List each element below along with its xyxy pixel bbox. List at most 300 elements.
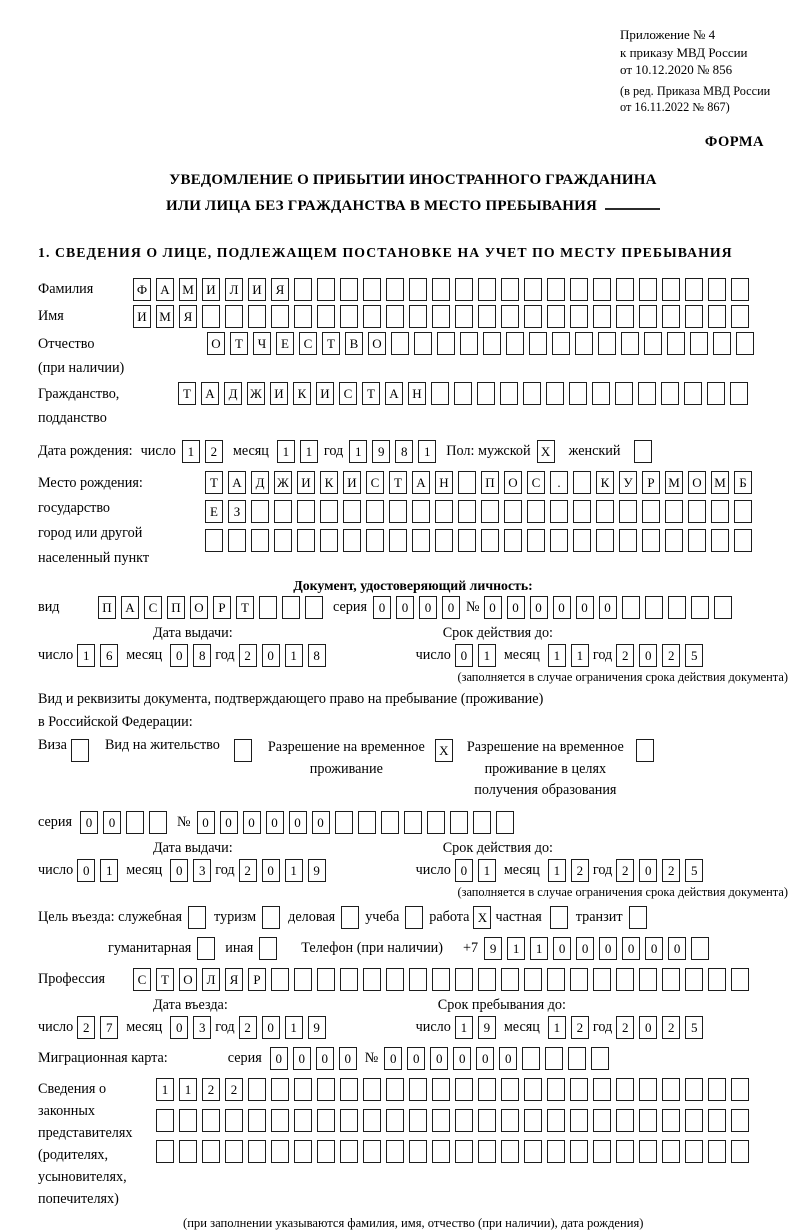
char-box[interactable]: Д [251, 471, 269, 494]
purpose-private-checkbox[interactable] [550, 906, 568, 929]
char-box[interactable]: С [133, 968, 151, 991]
char-box[interactable] [524, 968, 542, 991]
char-box[interactable] [619, 500, 637, 523]
char-box[interactable] [524, 1078, 542, 1101]
char-box[interactable] [455, 1109, 473, 1132]
char-box[interactable] [570, 278, 588, 301]
char-box[interactable] [708, 278, 726, 301]
char-box[interactable] [616, 1109, 634, 1132]
char-box[interactable] [297, 529, 315, 552]
char-box[interactable] [294, 968, 312, 991]
char-box[interactable] [412, 500, 430, 523]
char-box[interactable]: З [228, 500, 246, 523]
char-box[interactable]: 3 [193, 1016, 211, 1039]
char-box[interactable]: Л [202, 968, 220, 991]
char-box[interactable] [343, 500, 361, 523]
char-box[interactable] [225, 305, 243, 328]
char-box[interactable]: 0 [339, 1047, 357, 1070]
char-box[interactable] [593, 1078, 611, 1101]
char-box[interactable]: А [121, 596, 139, 619]
char-box[interactable]: 5 [685, 859, 703, 882]
char-box[interactable]: 0 [599, 596, 617, 619]
char-box[interactable]: Т [230, 332, 248, 355]
char-box[interactable] [684, 382, 702, 405]
char-box[interactable]: 1 [507, 937, 525, 960]
char-box[interactable]: В [345, 332, 363, 355]
char-box[interactable]: Т [322, 332, 340, 355]
char-box[interactable]: У [619, 471, 637, 494]
char-box[interactable]: К [293, 382, 311, 405]
char-box[interactable]: 2 [571, 1016, 589, 1039]
char-box[interactable] [734, 529, 752, 552]
char-box[interactable] [386, 305, 404, 328]
char-box[interactable] [317, 1078, 335, 1101]
char-box[interactable] [570, 1109, 588, 1132]
char-box[interactable] [547, 968, 565, 991]
char-box[interactable] [714, 596, 732, 619]
char-box[interactable] [708, 1109, 726, 1132]
char-box[interactable] [179, 1140, 197, 1163]
char-box[interactable] [501, 1140, 519, 1163]
char-box[interactable]: . [550, 471, 568, 494]
char-box[interactable] [156, 1109, 174, 1132]
char-box[interactable] [455, 278, 473, 301]
char-box[interactable] [455, 968, 473, 991]
char-box[interactable] [529, 332, 547, 355]
char-box[interactable]: 1 [77, 644, 95, 667]
char-box[interactable] [386, 968, 404, 991]
char-box[interactable]: 2 [662, 1016, 680, 1039]
char-box[interactable] [432, 968, 450, 991]
char-box[interactable] [202, 1109, 220, 1132]
char-box[interactable] [546, 382, 564, 405]
char-box[interactable] [271, 968, 289, 991]
char-box[interactable]: С [527, 471, 545, 494]
char-box[interactable]: 1 [277, 440, 295, 463]
char-box[interactable] [550, 529, 568, 552]
char-box[interactable]: 0 [476, 1047, 494, 1070]
char-box[interactable]: 0 [576, 596, 594, 619]
char-box[interactable]: 0 [419, 596, 437, 619]
gender-male-checkbox[interactable]: X [537, 440, 555, 463]
char-box[interactable] [639, 305, 657, 328]
char-box[interactable]: О [190, 596, 208, 619]
char-box[interactable] [294, 1140, 312, 1163]
char-box[interactable] [547, 1109, 565, 1132]
char-box[interactable] [389, 529, 407, 552]
char-box[interactable]: И [270, 382, 288, 405]
char-box[interactable] [435, 500, 453, 523]
char-box[interactable] [501, 968, 519, 991]
char-box[interactable] [386, 1140, 404, 1163]
char-box[interactable] [202, 1140, 220, 1163]
char-box[interactable] [202, 305, 220, 328]
char-box[interactable] [731, 1078, 749, 1101]
char-box[interactable]: 0 [639, 644, 657, 667]
char-box[interactable] [593, 1140, 611, 1163]
char-box[interactable] [708, 1140, 726, 1163]
char-box[interactable]: 0 [170, 859, 188, 882]
char-box[interactable] [501, 305, 519, 328]
char-box[interactable] [409, 1109, 427, 1132]
char-box[interactable]: 1 [418, 440, 436, 463]
char-box[interactable] [708, 968, 726, 991]
char-box[interactable]: О [179, 968, 197, 991]
char-box[interactable] [665, 529, 683, 552]
char-box[interactable] [473, 811, 491, 834]
char-box[interactable]: 9 [308, 1016, 326, 1039]
char-box[interactable]: 0 [373, 596, 391, 619]
char-box[interactable]: К [320, 471, 338, 494]
purpose-work-checkbox[interactable]: X [473, 906, 491, 929]
char-box[interactable]: Р [213, 596, 231, 619]
char-box[interactable]: 0 [220, 811, 238, 834]
char-box[interactable] [616, 305, 634, 328]
char-box[interactable] [427, 811, 445, 834]
char-box[interactable] [248, 1078, 266, 1101]
char-box[interactable] [271, 1140, 289, 1163]
char-box[interactable]: П [167, 596, 185, 619]
char-box[interactable] [363, 278, 381, 301]
char-box[interactable]: Р [642, 471, 660, 494]
char-box[interactable] [506, 332, 524, 355]
char-box[interactable] [547, 1078, 565, 1101]
char-box[interactable] [711, 529, 729, 552]
char-box[interactable] [455, 305, 473, 328]
char-box[interactable] [500, 382, 518, 405]
char-box[interactable]: 8 [395, 440, 413, 463]
char-box[interactable] [483, 332, 501, 355]
char-box[interactable]: 0 [639, 1016, 657, 1039]
char-box[interactable]: 9 [484, 937, 502, 960]
char-box[interactable]: О [368, 332, 386, 355]
char-box[interactable] [274, 500, 292, 523]
char-box[interactable] [478, 1140, 496, 1163]
char-box[interactable] [340, 1140, 358, 1163]
char-box[interactable]: 0 [530, 596, 548, 619]
char-box[interactable]: 0 [455, 644, 473, 667]
char-box[interactable] [569, 382, 587, 405]
char-box[interactable]: Н [435, 471, 453, 494]
char-box[interactable]: 1 [285, 644, 303, 667]
char-box[interactable]: 0 [553, 937, 571, 960]
char-box[interactable]: 0 [576, 937, 594, 960]
char-box[interactable] [691, 596, 709, 619]
char-box[interactable] [455, 1140, 473, 1163]
char-box[interactable]: Н [408, 382, 426, 405]
char-box[interactable] [685, 1078, 703, 1101]
char-box[interactable] [317, 1109, 335, 1132]
char-box[interactable] [481, 529, 499, 552]
char-box[interactable] [248, 305, 266, 328]
char-box[interactable]: М [665, 471, 683, 494]
char-box[interactable] [685, 1140, 703, 1163]
char-box[interactable] [639, 968, 657, 991]
char-box[interactable] [340, 968, 358, 991]
char-box[interactable]: 0 [507, 596, 525, 619]
char-box[interactable]: Я [225, 968, 243, 991]
char-box[interactable]: И [248, 278, 266, 301]
char-box[interactable] [690, 332, 708, 355]
char-box[interactable] [126, 811, 144, 834]
char-box[interactable] [409, 1140, 427, 1163]
char-box[interactable] [478, 1109, 496, 1132]
char-box[interactable] [504, 529, 522, 552]
char-box[interactable] [409, 278, 427, 301]
char-box[interactable] [251, 500, 269, 523]
char-box[interactable] [639, 1109, 657, 1132]
char-box[interactable] [570, 305, 588, 328]
char-box[interactable] [271, 305, 289, 328]
char-box[interactable]: К [596, 471, 614, 494]
char-box[interactable] [335, 811, 353, 834]
char-box[interactable]: Д [224, 382, 242, 405]
char-box[interactable]: 1 [156, 1078, 174, 1101]
char-box[interactable] [386, 278, 404, 301]
char-box[interactable] [363, 1140, 381, 1163]
char-box[interactable]: 8 [308, 644, 326, 667]
char-box[interactable]: Т [156, 968, 174, 991]
char-box[interactable] [458, 529, 476, 552]
char-box[interactable] [478, 1078, 496, 1101]
char-box[interactable] [638, 382, 656, 405]
char-box[interactable]: 0 [396, 596, 414, 619]
char-box[interactable] [598, 332, 616, 355]
char-box[interactable] [547, 1140, 565, 1163]
char-box[interactable]: 0 [599, 937, 617, 960]
char-box[interactable] [149, 811, 167, 834]
char-box[interactable] [524, 278, 542, 301]
char-box[interactable]: М [179, 278, 197, 301]
char-box[interactable]: Ч [253, 332, 271, 355]
char-box[interactable]: 1 [548, 644, 566, 667]
char-box[interactable] [736, 332, 754, 355]
char-box[interactable]: 5 [685, 644, 703, 667]
char-box[interactable] [707, 382, 725, 405]
purpose-business-checkbox[interactable] [341, 906, 359, 929]
char-box[interactable] [547, 305, 565, 328]
char-box[interactable]: Ж [247, 382, 265, 405]
char-box[interactable]: 1 [548, 859, 566, 882]
char-box[interactable] [458, 500, 476, 523]
char-box[interactable] [504, 500, 522, 523]
char-box[interactable]: А [156, 278, 174, 301]
char-box[interactable]: М [711, 471, 729, 494]
purpose-transit-checkbox[interactable] [629, 906, 647, 929]
char-box[interactable] [570, 968, 588, 991]
char-box[interactable] [340, 278, 358, 301]
char-box[interactable] [294, 305, 312, 328]
char-box[interactable] [639, 1078, 657, 1101]
char-box[interactable] [642, 529, 660, 552]
char-box[interactable] [619, 529, 637, 552]
char-box[interactable] [596, 500, 614, 523]
char-box[interactable]: 0 [197, 811, 215, 834]
char-box[interactable]: 1 [571, 644, 589, 667]
char-box[interactable]: 0 [262, 644, 280, 667]
char-box[interactable] [616, 1078, 634, 1101]
char-box[interactable]: И [297, 471, 315, 494]
char-box[interactable]: 0 [103, 811, 121, 834]
char-box[interactable]: С [339, 382, 357, 405]
char-box[interactable]: 0 [262, 1016, 280, 1039]
char-box[interactable]: Л [225, 278, 243, 301]
char-box[interactable] [460, 332, 478, 355]
char-box[interactable]: 0 [262, 859, 280, 882]
char-box[interactable] [616, 968, 634, 991]
char-box[interactable] [575, 332, 593, 355]
char-box[interactable]: 1 [179, 1078, 197, 1101]
char-box[interactable]: 0 [484, 596, 502, 619]
char-box[interactable]: 0 [289, 811, 307, 834]
char-box[interactable]: 1 [300, 440, 318, 463]
char-box[interactable]: Е [276, 332, 294, 355]
char-box[interactable]: 0 [266, 811, 284, 834]
char-box[interactable]: Т [205, 471, 223, 494]
char-box[interactable]: 0 [639, 859, 657, 882]
char-box[interactable]: 9 [478, 1016, 496, 1039]
char-box[interactable]: 8 [193, 644, 211, 667]
char-box[interactable] [645, 596, 663, 619]
char-box[interactable] [271, 1109, 289, 1132]
char-box[interactable] [282, 596, 300, 619]
char-box[interactable] [294, 1078, 312, 1101]
char-box[interactable]: 0 [553, 596, 571, 619]
char-box[interactable] [251, 529, 269, 552]
char-box[interactable]: 0 [430, 1047, 448, 1070]
char-box[interactable] [228, 529, 246, 552]
char-box[interactable] [550, 500, 568, 523]
char-box[interactable] [414, 332, 432, 355]
char-box[interactable] [343, 529, 361, 552]
purpose-other-checkbox[interactable] [259, 937, 277, 960]
char-box[interactable]: Р [248, 968, 266, 991]
char-box[interactable] [616, 1140, 634, 1163]
char-box[interactable] [547, 278, 565, 301]
char-box[interactable] [156, 1140, 174, 1163]
char-box[interactable] [412, 529, 430, 552]
char-box[interactable] [271, 1078, 289, 1101]
char-box[interactable] [527, 529, 545, 552]
char-box[interactable]: 1 [182, 440, 200, 463]
char-box[interactable] [363, 305, 381, 328]
char-box[interactable] [668, 596, 686, 619]
char-box[interactable] [688, 529, 706, 552]
char-box[interactable] [685, 278, 703, 301]
char-box[interactable] [358, 811, 376, 834]
visa-checkbox[interactable] [71, 739, 89, 762]
purpose-tourism-checkbox[interactable] [262, 906, 280, 929]
char-box[interactable]: О [688, 471, 706, 494]
residence-permit-checkbox[interactable] [234, 739, 252, 762]
char-box[interactable]: 0 [316, 1047, 334, 1070]
char-box[interactable]: 2 [77, 1016, 95, 1039]
char-box[interactable]: 2 [571, 859, 589, 882]
char-box[interactable] [389, 500, 407, 523]
char-box[interactable] [570, 1078, 588, 1101]
char-box[interactable]: 2 [616, 859, 634, 882]
char-box[interactable] [615, 382, 633, 405]
char-box[interactable] [691, 937, 709, 960]
char-box[interactable]: 0 [384, 1047, 402, 1070]
char-box[interactable]: Я [179, 305, 197, 328]
char-box[interactable] [731, 278, 749, 301]
char-box[interactable] [363, 1109, 381, 1132]
char-box[interactable] [366, 500, 384, 523]
char-box[interactable]: 1 [478, 859, 496, 882]
char-box[interactable]: 2 [239, 859, 257, 882]
char-box[interactable] [317, 278, 335, 301]
char-box[interactable] [713, 332, 731, 355]
char-box[interactable]: С [299, 332, 317, 355]
char-box[interactable] [454, 382, 472, 405]
char-box[interactable] [450, 811, 468, 834]
char-box[interactable]: 0 [499, 1047, 517, 1070]
char-box[interactable] [662, 1140, 680, 1163]
char-box[interactable] [366, 529, 384, 552]
char-box[interactable]: 7 [100, 1016, 118, 1039]
char-box[interactable] [667, 332, 685, 355]
char-box[interactable] [432, 305, 450, 328]
char-box[interactable]: 2 [239, 644, 257, 667]
char-box[interactable]: 9 [308, 859, 326, 882]
char-box[interactable] [642, 500, 660, 523]
char-box[interactable]: 1 [530, 937, 548, 960]
char-box[interactable] [731, 968, 749, 991]
char-box[interactable]: С [144, 596, 162, 619]
char-box[interactable]: 2 [225, 1078, 243, 1101]
char-box[interactable]: Е [205, 500, 223, 523]
char-box[interactable] [573, 529, 591, 552]
char-box[interactable] [437, 332, 455, 355]
char-box[interactable]: 0 [80, 811, 98, 834]
edu-permit-checkbox[interactable] [636, 739, 654, 762]
char-box[interactable]: 0 [293, 1047, 311, 1070]
char-box[interactable] [524, 1109, 542, 1132]
char-box[interactable]: Т [362, 382, 380, 405]
char-box[interactable]: П [481, 471, 499, 494]
purpose-humanitarian-checkbox[interactable] [197, 937, 215, 960]
char-box[interactable] [225, 1140, 243, 1163]
char-box[interactable] [568, 1047, 586, 1070]
char-box[interactable]: Ф [133, 278, 151, 301]
char-box[interactable] [179, 1109, 197, 1132]
char-box[interactable] [496, 811, 514, 834]
char-box[interactable] [592, 382, 610, 405]
char-box[interactable] [591, 1047, 609, 1070]
char-box[interactable] [435, 529, 453, 552]
char-box[interactable]: 1 [285, 1016, 303, 1039]
char-box[interactable] [386, 1078, 404, 1101]
char-box[interactable] [404, 811, 422, 834]
char-box[interactable] [708, 305, 726, 328]
char-box[interactable]: 0 [622, 937, 640, 960]
char-box[interactable]: 6 [100, 644, 118, 667]
char-box[interactable] [340, 1109, 358, 1132]
char-box[interactable] [662, 1078, 680, 1101]
gender-female-checkbox[interactable] [634, 440, 652, 463]
char-box[interactable] [573, 500, 591, 523]
char-box[interactable] [573, 471, 591, 494]
char-box[interactable]: 0 [243, 811, 261, 834]
char-box[interactable] [708, 1078, 726, 1101]
char-box[interactable] [391, 332, 409, 355]
char-box[interactable] [432, 1140, 450, 1163]
char-box[interactable]: 0 [170, 644, 188, 667]
char-box[interactable] [731, 1109, 749, 1132]
char-box[interactable] [685, 305, 703, 328]
char-box[interactable]: Ж [274, 471, 292, 494]
